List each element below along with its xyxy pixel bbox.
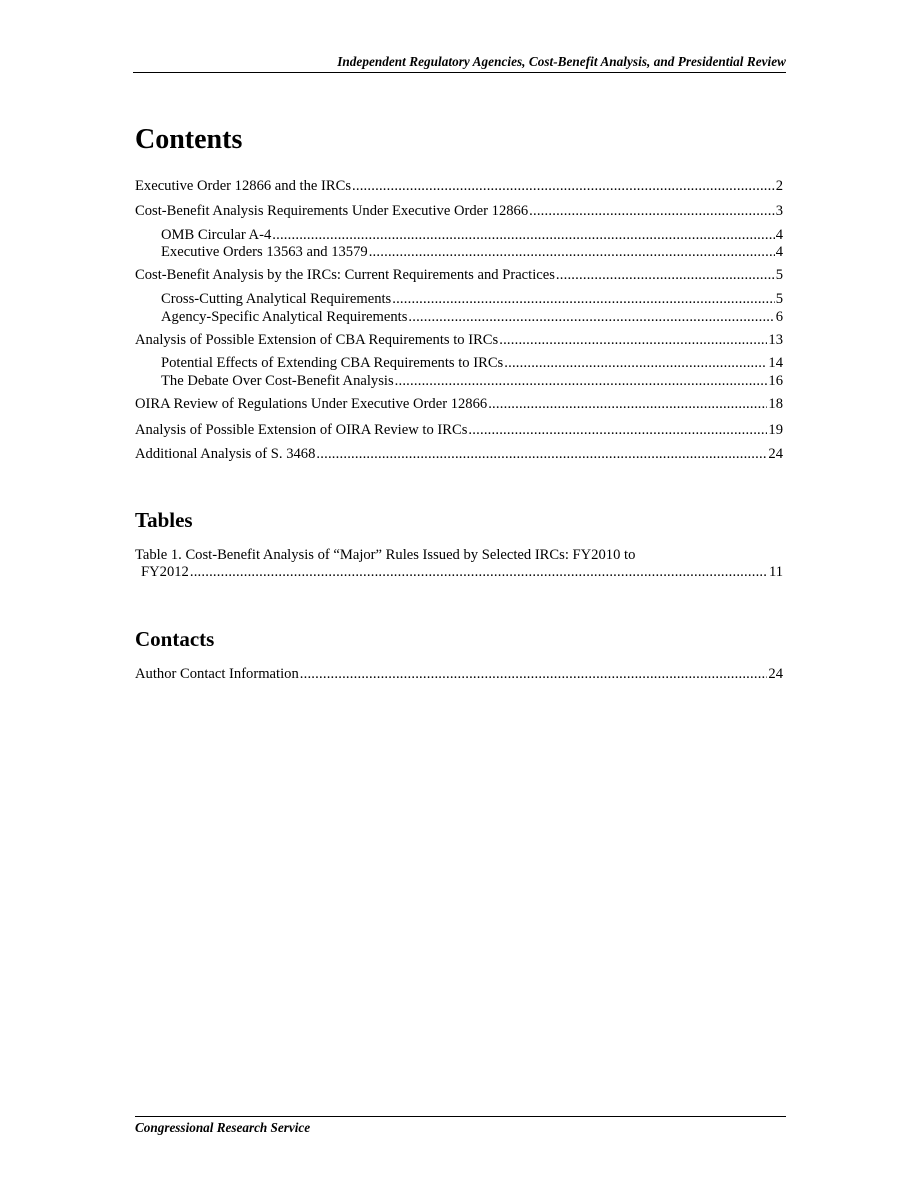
toc-page-number: 18	[768, 396, 783, 412]
toc-entry-cross-cutting[interactable]	[161, 291, 783, 308]
toc-page-number: 4	[775, 227, 783, 243]
toc-entry-cba-by-ircs[interactable]	[135, 267, 783, 284]
toc-entry-label: Author Contact Information	[135, 666, 299, 682]
toc-entry-label: Analysis of Possible Extension of OIRA Review to IRCs	[135, 422, 468, 438]
toc-page-number: 11	[768, 564, 783, 580]
toc-page-number: 6	[775, 309, 783, 325]
toc-entry-label: Cross-Cutting Analytical Requirements	[161, 291, 392, 307]
toc-entry-label: Agency-Specific Analytical Requirements	[161, 309, 408, 325]
toc-page-number: 13	[768, 332, 783, 348]
header-rule	[133, 72, 786, 73]
toc-page-number: 5	[775, 267, 783, 283]
toc-entry-s3468[interactable]	[135, 446, 783, 463]
toc-entry-label: Executive Order 12866 and the IRCs	[135, 178, 352, 194]
toc-entry-omb-circular[interactable]	[161, 227, 783, 244]
toc-entry-cba-requirements[interactable]	[135, 203, 783, 220]
dot-leader	[392, 291, 774, 308]
dot-leader	[556, 267, 775, 284]
dot-leader	[272, 227, 774, 244]
toc-entry-label: The Debate Over Cost-Benefit Analysis	[161, 373, 394, 389]
toc-entry-label: OMB Circular A-4	[161, 227, 272, 243]
toc-entry-eo12866-ircs[interactable]	[135, 178, 783, 195]
toc-entry-extension-oira[interactable]	[135, 422, 783, 439]
dot-leader	[300, 666, 768, 683]
tables-heading: Tables	[135, 508, 193, 532]
dot-leader	[352, 178, 775, 195]
toc-page-number: 24	[768, 666, 783, 682]
toc-page-number: 5	[775, 291, 783, 307]
toc-entry-label: Executive Orders 13563 and 13579	[161, 244, 368, 260]
contents-heading: Contents	[135, 124, 243, 155]
dot-leader	[529, 203, 775, 220]
dot-leader	[369, 244, 775, 261]
footer-rule	[135, 1116, 786, 1117]
toc-entry-potential-effects[interactable]	[161, 355, 783, 372]
dot-leader	[408, 309, 774, 326]
toc-entry-agency-specific[interactable]	[161, 309, 783, 326]
toc-entry-label: Potential Effects of Extending CBA Requirements to IRCs	[161, 355, 504, 371]
dot-leader	[395, 373, 768, 390]
toc-entry-table-1[interactable]	[135, 547, 783, 581]
contacts-heading: Contacts	[135, 627, 215, 651]
toc-entry-label: Cost-Benefit Analysis by the IRCs: Current Requirements and Practices	[135, 267, 555, 283]
toc-page-number: 14	[768, 355, 783, 371]
toc-page-number: 4	[775, 244, 783, 260]
footer-publisher: Congressional Research Service	[135, 1120, 311, 1135]
toc-entry-label-continued: FY2012	[141, 564, 189, 580]
toc-entry-debate-cba[interactable]	[161, 373, 783, 390]
toc-entry-label: Additional Analysis of S. 3468	[135, 446, 316, 462]
toc-page-number: 16	[768, 373, 783, 389]
running-header: Independent Regulatory Agencies, Cost-Benefit Analysis, and Presidential Review	[337, 54, 786, 69]
toc-entry-eo13563-13579[interactable]	[161, 244, 783, 261]
dot-leader	[468, 422, 767, 439]
toc-entry-label: Analysis of Possible Extension of CBA Requirements to IRCs	[135, 332, 499, 348]
toc-page-number: 24	[768, 446, 783, 462]
toc-entry-label: Table 1. Cost-Benefit Analysis of “Major” Rules Issued by Selected IRCs: FY2010 to	[135, 547, 636, 563]
toc-entry-label: OIRA Review of Regulations Under Executive Order 12866	[135, 396, 488, 412]
toc-entry-oira-review[interactable]	[135, 396, 783, 413]
dot-leader	[316, 446, 767, 463]
toc-page-number: 19	[768, 422, 783, 438]
toc-entry-label: Cost-Benefit Analysis Requirements Under Executive Order 12866	[135, 203, 529, 219]
dot-leader	[499, 332, 767, 349]
dot-leader	[488, 396, 767, 413]
toc-entry-author-contact[interactable]	[135, 666, 783, 683]
toc-page-number: 2	[775, 178, 783, 194]
dot-leader	[504, 355, 767, 372]
toc-page-number: 3	[775, 203, 783, 219]
dot-leader	[190, 564, 768, 581]
toc-entry-extension-cba[interactable]	[135, 332, 783, 349]
